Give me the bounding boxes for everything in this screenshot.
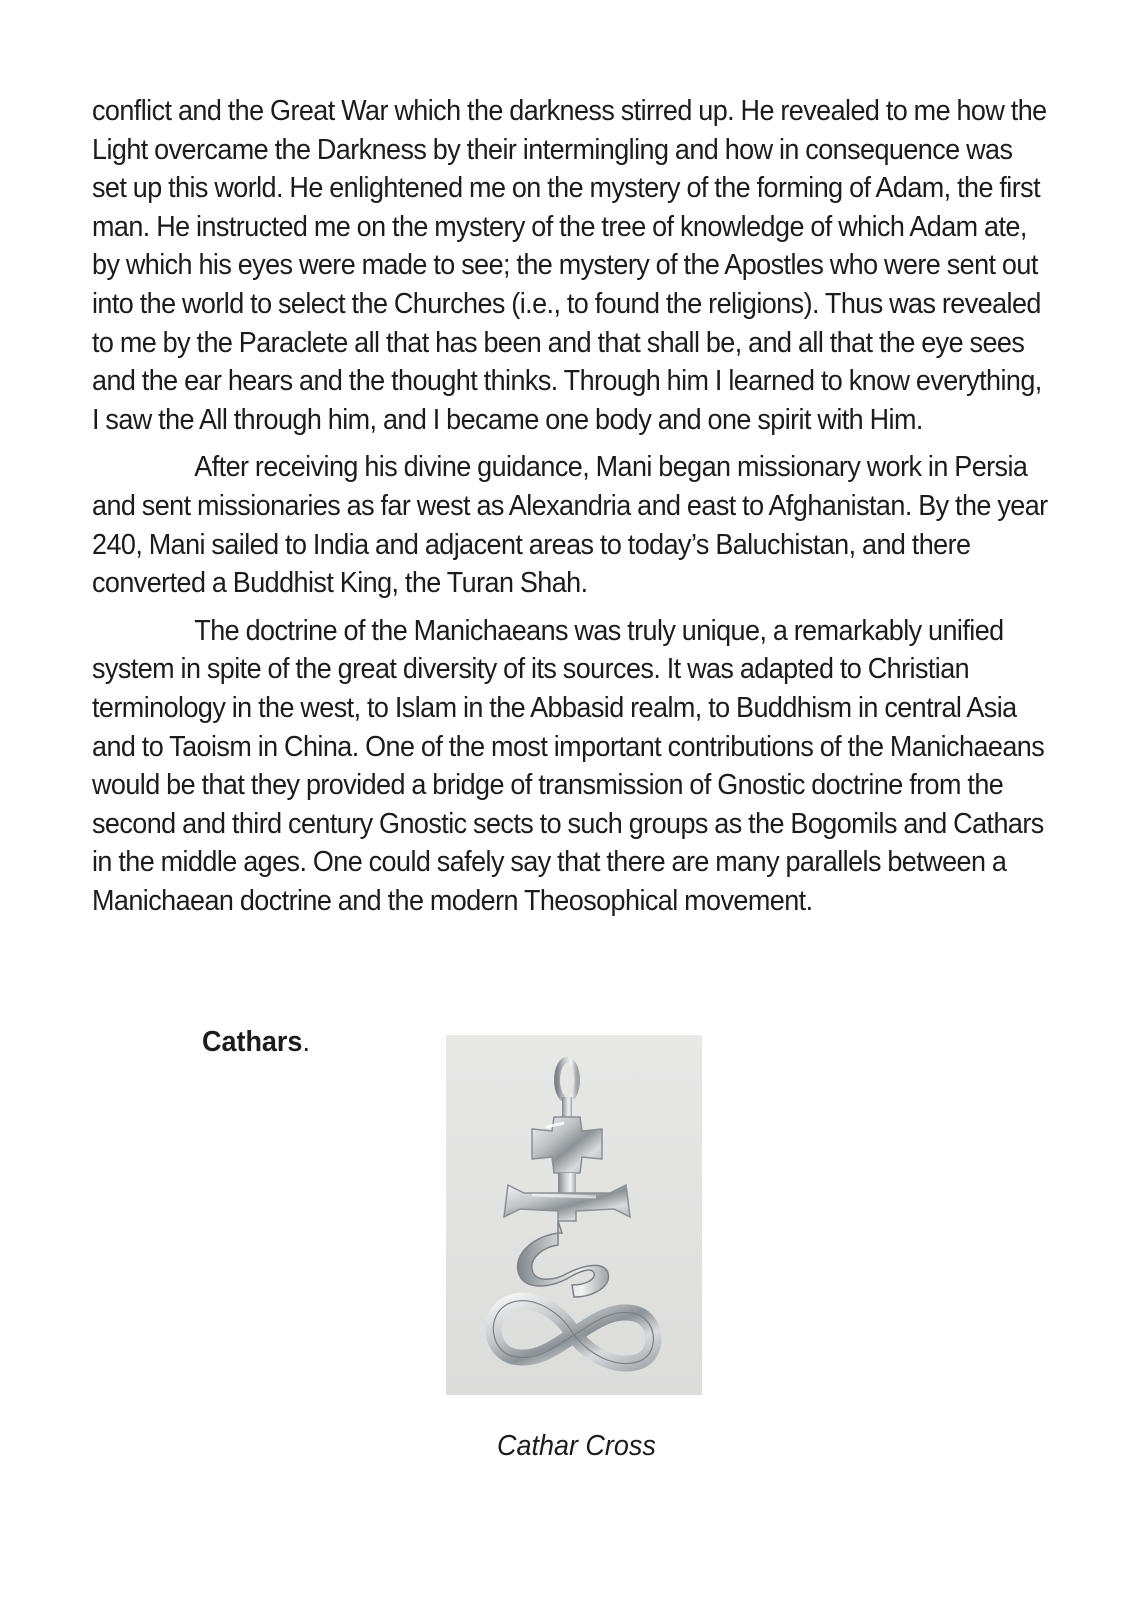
section-heading-punctuation: .	[302, 1026, 310, 1058]
paragraph-mani-missionary: After receiving his divine guidance, Mani began missionary work in Persia and sent missionaries as far west as Alexandria and east to Afghanistan. By the year 240, Mani sailed to India and adjacent areas to today’s Baluchistan, and there converted a Buddhist King, the Turan Shah.	[92, 451, 1048, 600]
body-text	[92, 92, 1052, 929]
paragraph-manichaean-doctrine: The doctrine of the Manichaeans was truly unique, a remarkably unified system in spite of the great diversity of its sources. It was adapted to Christian terminology in the west, to Islam in the Abbasid realm, to Buddhism in central Asia and to Taoism in China. One of the most important contributions of the Manichaeans would be that they provided a bridge of transmission of Gnostic doctrine from the second and third century Gnostic sects to such groups as the Bogomils and Cathars in the middle ages. One could safely say that there are many parallels between a Manichaean doctrine and the modern Theosophical movement.	[92, 614, 1045, 917]
section-heading-label: Cathars	[202, 1026, 303, 1058]
cathar-cross-pendant-icon	[446, 1035, 702, 1395]
cathar-cross-figure	[446, 1035, 702, 1395]
paragraph-quote-continuation: conflict and the Great War which the darkness stirred up. He revealed to me how the Light overcame the Darkness by their intermingling and how in consequence was set up this world. He enlightened me on the mystery of the forming of Adam, the first man. He instructed me on the mystery of the tree of knowledge of which Adam ate, by which his eyes were made to see; the mystery of the Apostles who were sent out into the world to select the Churches (i.e., to found the religions). Thus was revealed to me by the Paraclete all that has been and that shall be, and all that the eye sees and the ear hears and the thought thinks. Through him I learned to know everything, I saw the All through him, and I became one body and one spirit with Him.	[92, 95, 1047, 436]
figure-caption-text: Cathar Cross	[496, 1430, 656, 1462]
figure-caption	[0, 1430, 1142, 1463]
section-heading	[202, 1026, 310, 1059]
